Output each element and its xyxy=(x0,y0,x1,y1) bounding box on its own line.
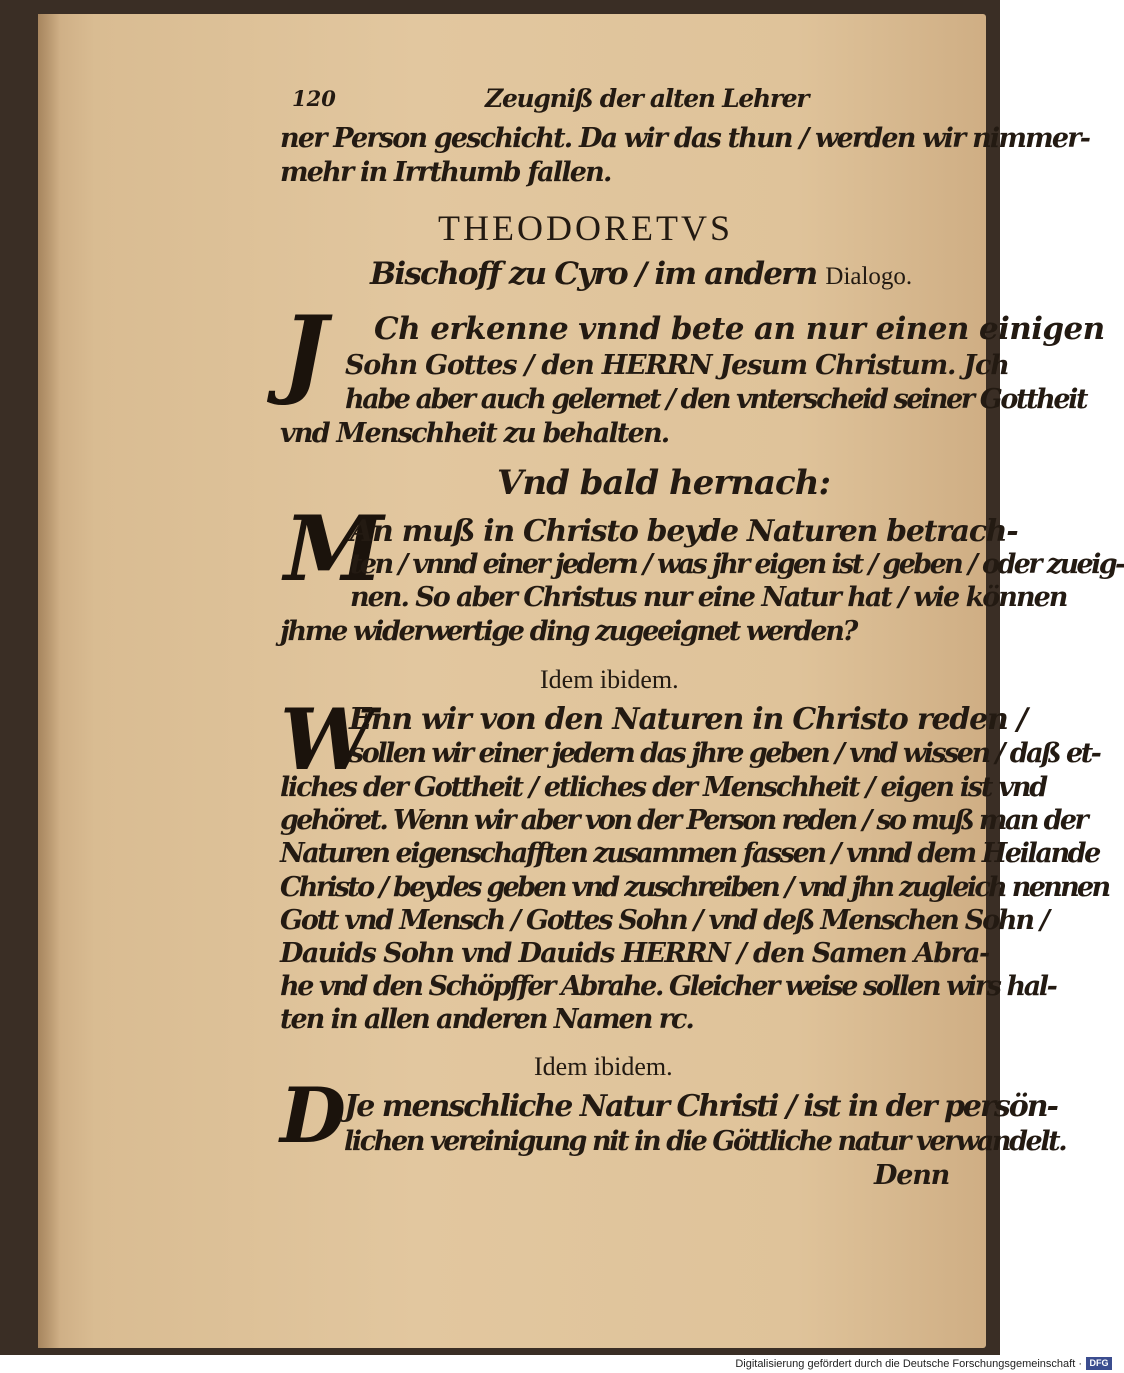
text-line: Ch erkenne vnnd bete an nur einen einigen xyxy=(374,311,1105,347)
text-line: lichen vereinigung nit in die Göttliche natur verwandelt. xyxy=(344,1126,1066,1157)
text-line: Je menschliche Natur Christi / ist in der persön- xyxy=(344,1089,1057,1124)
text-line: Dauids Sohn vnd Dauids HERRN / den Samen Abra- xyxy=(280,938,989,969)
catchword: Denn xyxy=(874,1160,950,1191)
intro-line: mehr in Irrthumb fallen. xyxy=(280,157,611,188)
text-line: liches der Gottheit / etliches der Menschheit / eigen ist vnd xyxy=(280,772,1046,803)
text-line: Gott vnd Mensch / Gottes Sohn / vnd deß Menschen Sohn / xyxy=(280,905,1048,936)
section-subtitle-roman: Dialogo. xyxy=(825,263,913,290)
text-line: Sohn Gottes / den HERRN Jesum Christum. Jch xyxy=(345,350,1009,381)
text-line: vnd Menschheit zu behalten. xyxy=(280,418,669,449)
page-number: 120 xyxy=(292,86,336,111)
text-line: jhme widerwertige ding zugeeignet werden? xyxy=(280,616,857,647)
drop-capital: J xyxy=(282,295,328,408)
intro-line: ner Person geschicht. Da wir das thun / werden wir nimmer- xyxy=(280,123,1090,154)
running-title: Zeugniß der alten Lehrer xyxy=(485,84,809,113)
book-page xyxy=(38,14,1124,1348)
text-line: habe aber auch gelernet / den vnterscheid seiner Gottheit xyxy=(345,384,1087,415)
dfg-logo: DFG xyxy=(1086,1357,1112,1370)
text-line: nen. So aber Christus nur eine Natur hat / wie können xyxy=(350,582,1067,613)
text-line: sollen wir einer jedern das jhre geben / vnd wissen / daß et- xyxy=(349,738,1100,769)
section-heading: Idem ibidem. xyxy=(540,665,679,694)
text-line: gehöret. Wenn wir aber von der Person reden / so muß man der xyxy=(280,805,1087,836)
text-line: ten / vnnd einer jedern / was jhr eigen ist / geben / oder zueig- xyxy=(350,549,1124,580)
section-heading: Vnd bald hernach: xyxy=(497,463,831,503)
text-line: Christo / beydes geben vnd zuschreiben / vnd jhn zugleich nennen xyxy=(280,872,1109,903)
text-line: he vnd den Schöpffer Abrahe. Gleicher weise sollen wirs hal- xyxy=(280,971,1056,1002)
text-line: ten in allen anderen Namen rc. xyxy=(280,1004,693,1035)
drop-capital: W xyxy=(280,690,375,789)
section-subtitle-fraktur: Bischoff zu Cyro / im andern xyxy=(370,256,817,292)
text-line: An muß in Christo beyde Naturen betrach- xyxy=(350,514,1018,549)
section-title: THEODORETVS xyxy=(438,208,733,248)
page-spine-shadow xyxy=(38,14,60,1348)
section-subtitle xyxy=(370,256,913,292)
text-line: Enn wir von den Naturen in Christo reden / xyxy=(349,702,1027,737)
drop-capital: D xyxy=(280,1071,346,1160)
text-line: Naturen eigenschafften zusammen fassen / vnnd dem Heilande xyxy=(280,838,1099,869)
footer-credit: Digitalisierung gefördert durch die Deutsche Forschungsgemeinschaft · xyxy=(735,1358,1082,1370)
section-heading: Idem ibidem. xyxy=(534,1052,673,1081)
drop-capital: M xyxy=(284,496,384,602)
